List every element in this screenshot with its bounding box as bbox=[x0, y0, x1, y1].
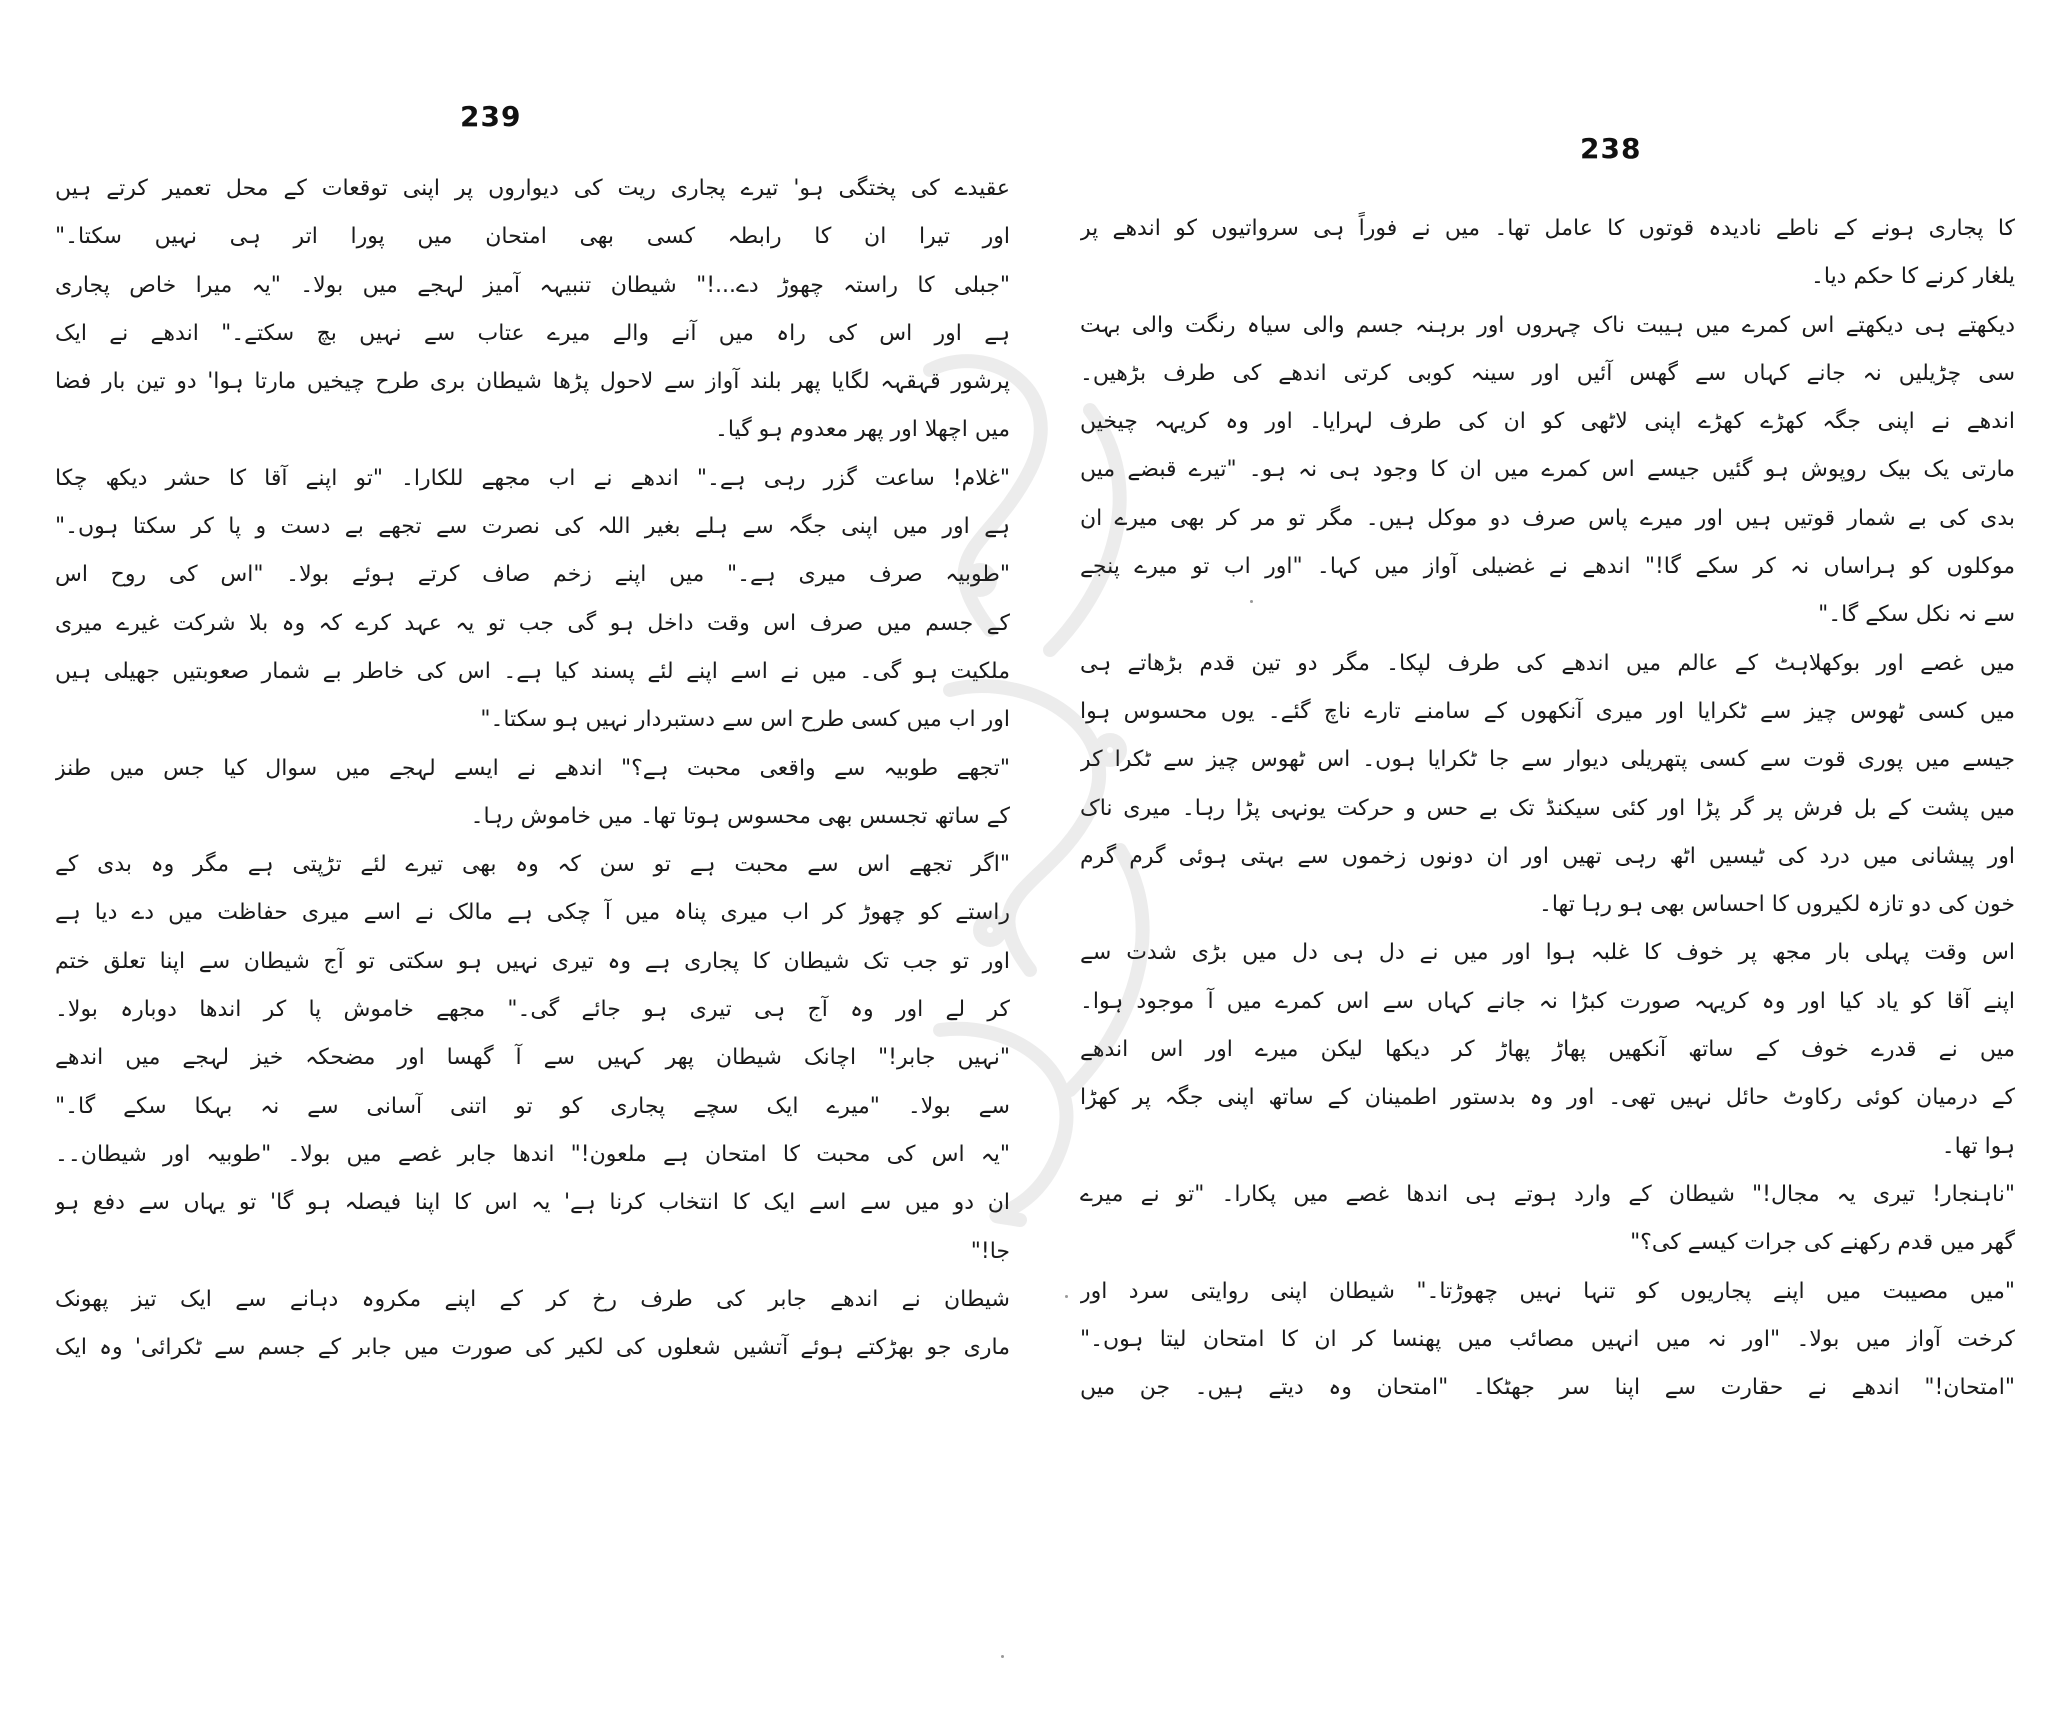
text-line: جیسے میں پوری قوت سے کسی پتھریلی دیوار سے جا ٹکرایا ہوں۔ اس ٹھوس چیز سے ٹکرا کر bbox=[1080, 747, 2015, 773]
text-line: عقیدے کی پختگی ہو' تیرے پجاری ریت کی دیواروں پر اپنی توقعات کے محل تعمیر کرتے ہیں bbox=[55, 176, 1010, 201]
text-line: اندھے نے اپنی جگہ کھڑے کھڑے اپنی لاٹھی کو ان کی طرف لہرایا۔ اور وہ کریہہ چیخیں bbox=[1080, 409, 2015, 435]
text-line: خون کی دو تازہ لکیروں کا احساس بھی ہو رہا تھا۔ bbox=[1538, 892, 2015, 918]
text-line: ہے اور اس کی راہ میں آنے والے میرے عتاب سے نہیں بچ سکتے۔" اندھے نے ایک bbox=[55, 320, 1010, 346]
text-line: سی چڑیلیں نہ جانے کہاں سے گھس آئیں اور سینہ کوبی کرتی اندھے کی طرف بڑھیں۔ bbox=[1080, 360, 2015, 386]
text-line: اور پیشانی میں درد کی ٹیسیں اٹھ رہی تھیں اور ان دونوں زخموں سے بہتی ہوئی گرم گرم bbox=[1080, 843, 2015, 869]
text-line: کے جسم میں صرف اس وقت داخل ہو گی جب تو یہ عہد کرے کہ وہ بلا شرکت غیرے میری bbox=[55, 610, 1010, 636]
text-line: گھر میں قدم رکھنے کی جرات کیسے کی؟" bbox=[1630, 1230, 2015, 1256]
text-line: "یہ اس کی محبت کا امتحان ہے ملعون!" اندھا جابر غصے میں بولا۔ "طوبیہ اور شیطان۔۔ bbox=[55, 1141, 1010, 1167]
left-page bbox=[55, 0, 1010, 1731]
text-line: دیکھتے ہی دیکھتے اس کمرے میں ہیبت ناک چہروں اور برہنہ جسم والی سیاہ رنگت والی بہت bbox=[1080, 312, 2015, 338]
text-line: "جبلی کا راستہ چھوڑ دے...!" شیطان تنبیہہ آمیز لہجے میں بولا۔ "یہ میرا خاص پجاری bbox=[55, 272, 1010, 298]
text-line: "امتحان!" اندھے نے حقارت سے اپنا سر جھٹکا۔ "امتحان وہ دیتے ہیں۔ جن میں bbox=[1080, 1375, 2015, 1401]
text-line: "طوبیہ صرف میری ہے۔" میں اپنے زخم صاف کرتے ہوئے بولا۔ "اس کی روح اس bbox=[55, 562, 1010, 588]
text-line: اپنے آقا کو یاد کیا اور وہ کریہہ صورت کبڑا نہ جانے کہاں سے اس کمرے میں آ موجود ہوا۔ bbox=[1080, 988, 2015, 1014]
page-number: 238 bbox=[1580, 132, 1642, 165]
text-line: کے ساتھ تجسس بھی محسوس ہوتا تھا۔ میں خاموش رہا۔ bbox=[470, 803, 1010, 829]
text-line: پرشور قہقہہ لگایا پھر بلند آواز سے لاحول پڑھا شیطان بری طرح چیخیں مارتا ہوا' دو تین بار فضا bbox=[55, 369, 1010, 395]
page-number: 239 bbox=[460, 100, 522, 133]
right-page bbox=[1080, 0, 2015, 1731]
text-line: میں اچھلا اور پھر معدوم ہو گیا۔ bbox=[714, 417, 1010, 443]
text-line: "میں مصیبت میں اپنے پجاریوں کو تنہا نہیں چھوڑتا۔" شیطان اپنی روایتی سرد اور bbox=[1080, 1278, 2015, 1304]
text-line: ملکیت ہو گی۔ میں نے اسے اپنے لئے پسند کیا ہے۔ اس کی خاطر بے شمار صعوبتیں جھیلی ہیں bbox=[55, 658, 1010, 684]
text-line: اور اب میں کسی طرح اس سے دستبردار نہیں ہو سکتا۔" bbox=[480, 707, 1010, 733]
text-line: ماری جو بھڑکتے ہوئے آتشیں شعلوں کی لکیر کی صورت میں جابر کے جسم سے ٹکرائی' وہ ایک bbox=[55, 1335, 1010, 1361]
text-line: ہوا تھا۔ bbox=[1941, 1133, 2015, 1159]
text-line: میں کسی ٹھوس چیز سے ٹکرایا اور میری آنکھوں کے سامنے تارے ناچ گئے۔ یوں محسوس ہوا bbox=[1080, 698, 2015, 724]
page-text bbox=[1080, 205, 2015, 1412]
scan-speck bbox=[1250, 600, 1253, 603]
text-line: راستے کو چھوڑ کر اب میری پناہ میں آ چکی ہے مالک نے اسے میری حفاظت میں دے دیا ہے bbox=[55, 900, 1010, 926]
text-line: مارتی یک بیک روپوش ہو گئیں جیسے اس کمرے میں ان کا وجود ہی نہ ہو۔ "تیرے قبضے میں bbox=[1080, 457, 2015, 483]
text-line: بدی کی بے شمار قوتیں ہیں اور میرے پاس صرف دو موکل ہیں۔ مگر تو مر کر بھی میرے ان bbox=[1080, 505, 2015, 531]
text-line: میں نے قدرے خوف کے ساتھ آنکھیں پھاڑ پھاڑ کر دیکھا لیکن میرے اور اس اندھے bbox=[1080, 1037, 2015, 1063]
text-line: "اگر تجھے اس سے محبت ہے تو سن کہ وہ بھی تیرے لئے تڑپتی ہے مگر وہ بدی کے bbox=[55, 852, 1010, 878]
text-line: ہے اور میں اپنی جگہ سے ہلے بغیر اللہ کی نصرت سے تجھے بے دست و پا کر سکتا ہوں۔" bbox=[55, 514, 1010, 540]
text-line: میں پشت کے بل فرش پر گر پڑا اور کئی سیکنڈ تک بے حس و حرکت یونہی پڑا رہا۔ میری ناک bbox=[1080, 795, 2015, 821]
text-line: "ناہنجار! تیری یہ مجال!" شیطان کے وارد ہوتے ہی اندھا غصے میں پکارا۔ "تو نے میرے bbox=[1080, 1181, 2015, 1207]
text-line: سے بولا۔ "میرے ایک سچے پجاری کو تو اتنی آسانی سے نہ بہکا سکے گا۔" bbox=[55, 1093, 1010, 1119]
text-line: موکلوں کو ہراساں نہ کر سکے گا!" اندھے نے غضیلی آواز میں کہا۔ "اور اب تو میرے پنجے bbox=[1080, 554, 2015, 580]
text-line: اس وقت پہلی بار مجھ پر خوف کا غلبہ ہوا اور میں نے دل ہی دل میں بڑی شدت سے bbox=[1080, 940, 2015, 966]
text-line: "تجھے طوبیہ سے واقعی محبت ہے؟" اندھے نے ایسے لہجے میں سوال کیا جس میں طنز bbox=[55, 755, 1010, 781]
scan-speck bbox=[1001, 1655, 1004, 1658]
text-line: میں غصے اور بوکھلاہٹ کے عالم میں اندھے کی طرف لپکا۔ مگر دو تین قدم بڑھاتے ہی bbox=[1080, 650, 2015, 676]
text-line: کا پجاری ہونے کے ناطے نادیدہ قوتوں کا عامل تھا۔ میں نے فوراً ہی سرواتیوں کو اندھے پر bbox=[1080, 216, 2015, 241]
text-line: کرخت آواز میں بولا۔ "اور نہ میں انہیں مصائب میں پھنسا کر ان کا امتحان لیتا ہوں۔" bbox=[1080, 1326, 2015, 1352]
text-line: شیطان نے اندھے جابر کی طرف رخ کر کے اپنے مکروہ دہانے سے ایک تیز پھونک bbox=[55, 1286, 1010, 1312]
text-line: سے نہ نکل سکے گا۔" bbox=[1818, 602, 2015, 628]
scan-speck bbox=[1065, 1295, 1068, 1298]
text-line: جا!" bbox=[970, 1238, 1010, 1264]
text-line: اور تو جب تک شیطان کا پجاری ہے وہ تیری نہیں ہو سکتی تو آج شیطان سے اپنا تعلق ختم bbox=[55, 948, 1010, 974]
text-line: "غلام! ساعت گزر رہی ہے۔" اندھے نے اب مجھے للکارا۔ "تو اپنے آقا کا حشر دیکھ چکا bbox=[55, 465, 1010, 491]
text-line: یلغار کرنے کا حکم دیا۔ bbox=[1810, 264, 2015, 290]
text-line: اور تیرا ان کا رابطہ کسی بھی امتحان میں پورا اتر ہی نہیں سکتا۔" bbox=[55, 224, 1010, 250]
text-line: ان دو میں سے اسے ایک کا انتخاب کرنا ہے' یہ اس کا اپنا فیصلہ ہو گا' تو یہاں سے دفع ہو bbox=[55, 1190, 1010, 1216]
text-line: کر لے اور وہ آج ہی تیری ہو جائے گی۔" مجھے خاموش پا کر اندھا دوبارہ بولا۔ bbox=[55, 997, 1010, 1023]
page-text bbox=[55, 165, 1010, 1372]
text-line: کے درمیان کوئی رکاوٹ حائل نہیں تھی۔ اور وہ بدستور اطمینان کے ساتھ اپنی جگہ پر کھڑا bbox=[1080, 1085, 2015, 1111]
text-line: "نہیں جابر!" اچانک شیطان پھر کہیں سے آ گھسا اور مضحکہ خیز لہجے میں اندھے bbox=[55, 1045, 1010, 1071]
